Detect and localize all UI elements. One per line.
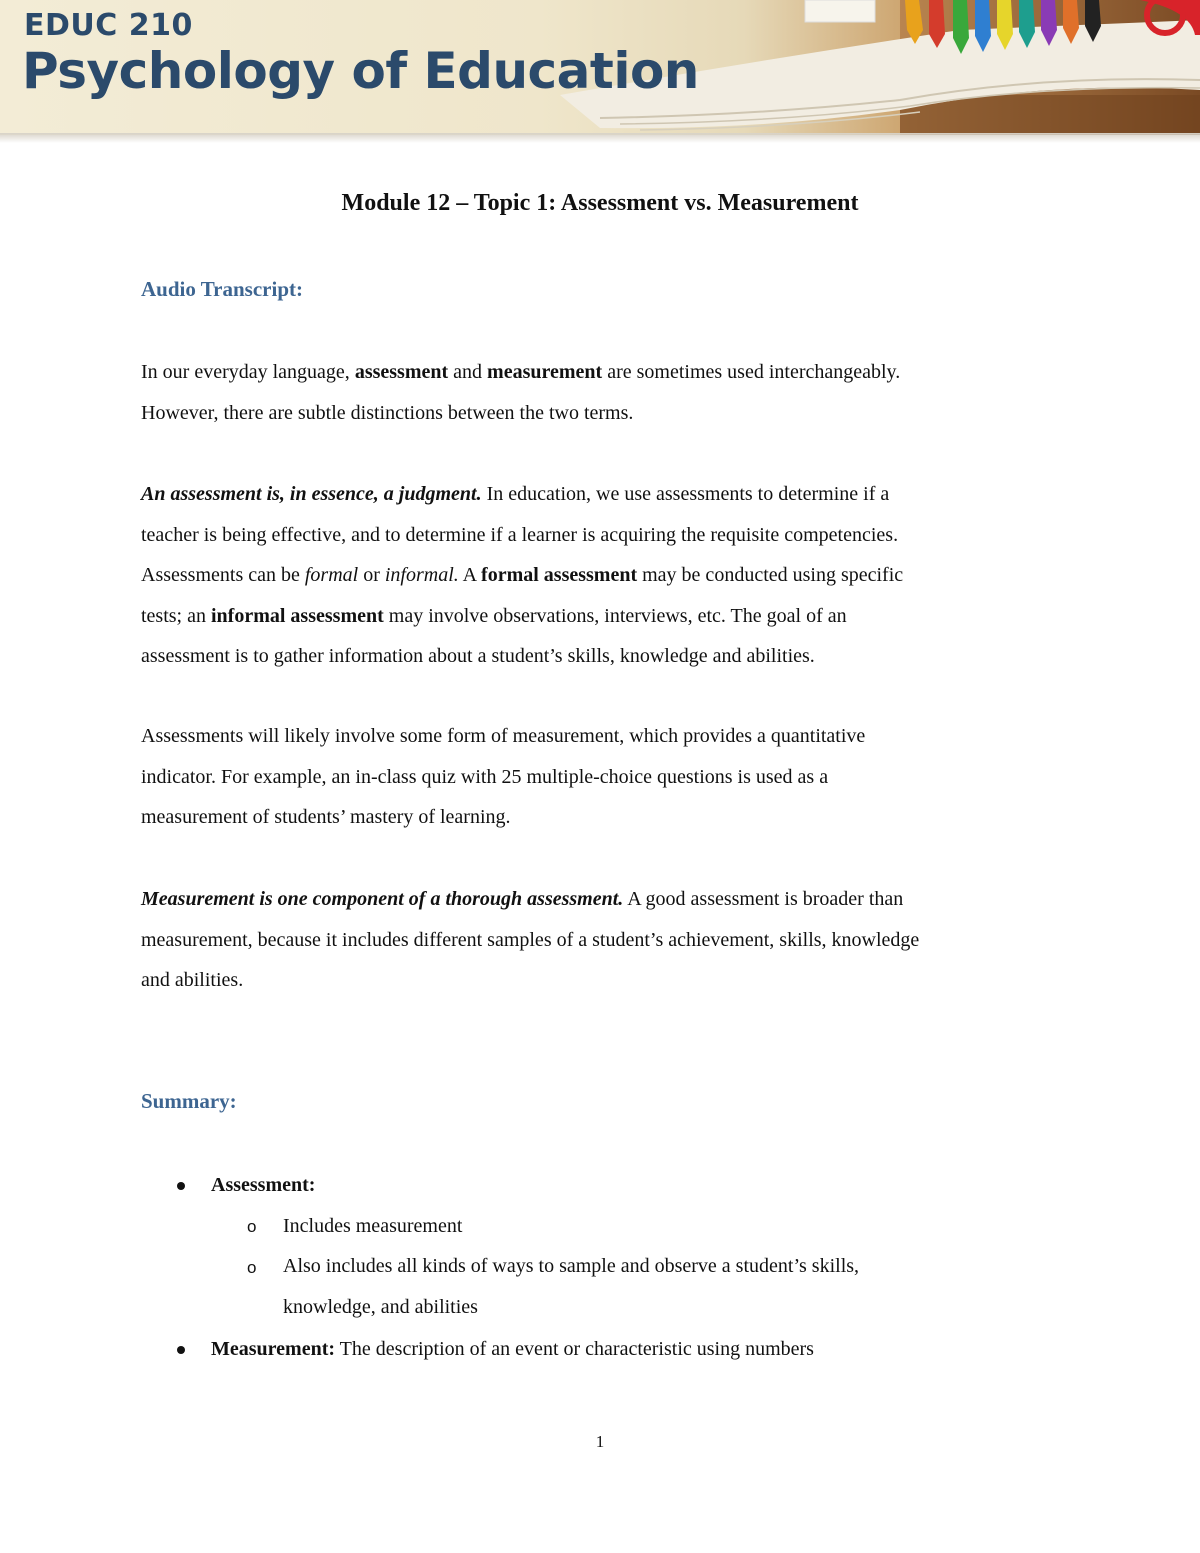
summary-item-assessment [211,1165,315,1206]
text-run: In our everyday language, [141,361,355,383]
text-run: tests; an [141,604,211,627]
text-line [141,879,1076,920]
summary-item-measurement [211,1329,814,1370]
text-line: However, there are subtle distinctions between the two terms. [141,401,634,424]
text-run: and [448,361,488,383]
emphasis-assessment-definition: An assessment is, in essence, a judgment. [141,483,482,505]
summary-subitem [283,1246,859,1327]
emphasis-measurement-definition: Measurement is one component of a thorough assessment. [141,888,624,910]
text-run: In education, we use assessments to determine if a [481,483,890,505]
transcript-paragraph-3 [141,716,1076,838]
header-banner [0,0,1200,135]
text-run: Assessments can be [141,564,305,587]
text-run: A good assessment is broader than [623,888,904,910]
summary-item-label: Measurement: [211,1338,336,1360]
transcript-paragraph-4 [141,879,1076,1001]
term-informal-assessment: informal assessment [211,604,384,627]
text-line: teacher is being effective, and to determine if a learner is acquiring the requisite competencies. [141,523,899,546]
page-number: 1 [595,1432,605,1451]
text-line: Assessments will likely involve some form of measurement, which provides a quantitative [141,725,866,747]
term-formal-italic: formal [304,564,359,587]
term-assessment: assessment [354,361,449,383]
bullet-circle: o [247,1258,257,1277]
audio-transcript-heading: Audio Transcript: [141,277,303,301]
summary-item-label: Assessment: [211,1174,316,1196]
text-run: or [358,564,385,587]
transcript-paragraph-2 [141,474,1076,677]
course-title: Psychology of Education [22,42,699,100]
text-line [141,596,1076,637]
text-line [141,474,1076,515]
text-line: and abilities. [141,969,244,992]
text-run: A [458,564,482,587]
text-run: The description of an event or characteristic using numbers [335,1338,814,1360]
text-line: assessment is to gather information about a student’s skills, knowledge and abilities. [141,645,815,668]
text-line: measurement, because it includes different samples of a student’s achievement, skills, knowledge [141,928,920,951]
text-line: indicator. For example, an in-class quiz with 25 multiple-choice questions is used as a [141,765,829,788]
text-run: may involve observations, interviews, etc. The goal of an [383,604,847,627]
text-line [141,555,1076,596]
term-informal-italic: informal. [384,564,459,587]
bullet-circle: o [247,1217,257,1236]
summary-heading: Summary: [141,1089,237,1113]
bullet-disc [177,1346,185,1354]
text-run: are sometimes used interchangeably. [602,361,901,383]
summary-subitem: Includes measurement [283,1215,463,1237]
text-run: may be conducted using specific [637,564,904,587]
course-code: EDUC 210 [24,8,193,43]
term-measurement: measurement [487,361,603,383]
text-run: Also includes all kinds of ways to sample and observe a student’s skills, [283,1255,860,1277]
text-line: measurement of students’ mastery of learning. [141,806,511,829]
bullet-disc [177,1182,185,1190]
text-run: knowledge, and abilities [283,1295,478,1318]
text-line [141,352,1076,393]
transcript-paragraph-1 [141,352,1076,433]
page-title: Module 12 – Topic 1: Assessment vs. Measurement [341,190,859,216]
banner-shadow [0,133,1200,143]
term-formal-assessment: formal assessment [481,564,638,587]
